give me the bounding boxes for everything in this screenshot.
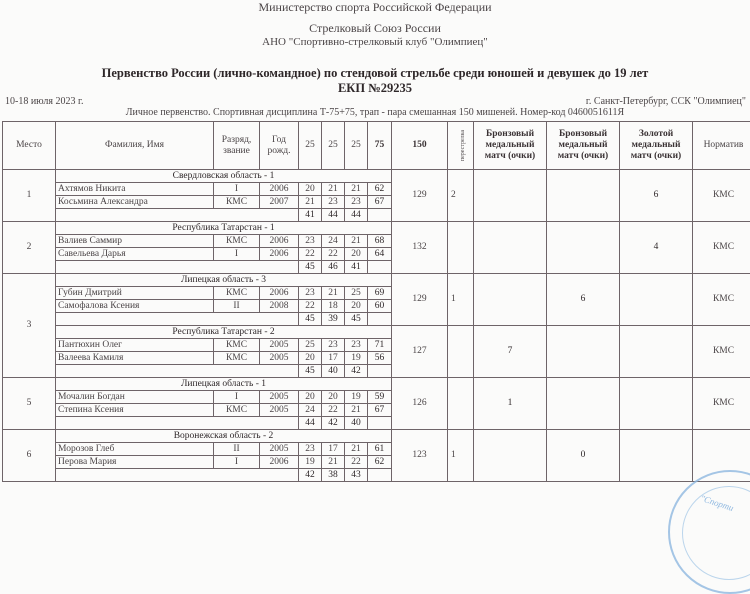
series-3: 21 [345, 443, 368, 456]
stamp-text: "Спорти [699, 493, 735, 513]
sum-75: 67 [368, 404, 392, 417]
team-name: Липецкая область - 3 [56, 274, 392, 287]
col-bronze-1: Бронзовый медальный матч (очки) [474, 122, 547, 170]
bronze-1-cell [474, 274, 547, 326]
athlete-year: 2006 [260, 235, 299, 248]
team-series-2: 39 [322, 313, 345, 326]
athlete-rank: КМС [214, 404, 260, 417]
sum-75: 59 [368, 391, 392, 404]
athlete-year: 2006 [260, 183, 299, 196]
team-name: Республика Татарстан - 2 [56, 326, 392, 339]
col-series-3: 25 [345, 122, 368, 170]
team-row [3, 222, 750, 235]
sum-empty [368, 261, 392, 274]
team-series-2: 42 [322, 417, 345, 430]
bronze-2-cell [547, 378, 620, 430]
team-series-1: 45 [299, 365, 322, 378]
athlete-rank: КМС [214, 287, 260, 300]
team-name: Воронежская область - 2 [56, 430, 392, 443]
total-150: 126 [392, 378, 448, 430]
team-series-3: 45 [345, 313, 368, 326]
gold-cell [620, 274, 693, 326]
sum-spacer [56, 209, 299, 222]
gold-cell [620, 430, 693, 482]
col-norm: Норматив [693, 122, 750, 170]
series-1: 23 [299, 443, 322, 456]
athlete-rank: II [214, 300, 260, 313]
team-series-3: 42 [345, 365, 368, 378]
athlete-name: Морозов Глеб [56, 443, 214, 456]
team-name: Липецкая область - 1 [56, 378, 392, 391]
place-cell: 1 [3, 170, 56, 222]
shootoff-cell [448, 222, 474, 274]
bronze-1-cell [474, 222, 547, 274]
athlete-year: 2005 [260, 352, 299, 365]
sum-empty [368, 417, 392, 430]
athlete-rank: I [214, 456, 260, 469]
place-cell: 6 [3, 430, 56, 482]
sum-75: 56 [368, 352, 392, 365]
col-series-1: 25 [299, 122, 322, 170]
sum-spacer [56, 261, 299, 274]
total-150: 123 [392, 430, 448, 482]
series-3: 25 [345, 287, 368, 300]
total-150: 129 [392, 170, 448, 222]
series-2: 22 [322, 248, 345, 261]
athlete-rank: КМС [214, 196, 260, 209]
team-series-1: 44 [299, 417, 322, 430]
place-cell: 3 [3, 274, 56, 378]
series-1: 19 [299, 456, 322, 469]
sum-empty [368, 209, 392, 222]
series-3: 21 [345, 235, 368, 248]
team-row [3, 274, 750, 287]
sum-75: 62 [368, 183, 392, 196]
col-name: Фамилия, Имя [56, 122, 214, 170]
table-header-row [3, 122, 750, 170]
sum-spacer [56, 417, 299, 430]
col-series-2: 25 [322, 122, 345, 170]
series-2: 21 [322, 287, 345, 300]
athlete-year: 2008 [260, 300, 299, 313]
series-2: 18 [322, 300, 345, 313]
team-name: Свердловская область - 1 [56, 170, 392, 183]
series-3: 23 [345, 339, 368, 352]
sum-75: 60 [368, 300, 392, 313]
col-shootoff [448, 122, 474, 170]
team-row [3, 170, 750, 183]
team-series-3: 44 [345, 209, 368, 222]
team-name: Республика Татарстан - 1 [56, 222, 392, 235]
series-3: 20 [345, 300, 368, 313]
team-series-1: 41 [299, 209, 322, 222]
ministry-heading: Министерство спорта Российской Федерации [0, 0, 750, 15]
athlete-year: 2005 [260, 391, 299, 404]
total-150: 129 [392, 274, 448, 326]
col-sum-75: 75 [368, 122, 392, 170]
athlete-name: Савельева Дарья [56, 248, 214, 261]
place-cell: 5 [3, 378, 56, 430]
discipline-description: Личное первенство. Спортивная дисциплина Т-75+75, трап - пара смешанная 150 мишеней. Номер-код 0460051611Я [0, 107, 750, 118]
bronze-1-cell: 1 [474, 378, 547, 430]
series-2: 17 [322, 352, 345, 365]
athlete-name: Мочалин Богдан [56, 391, 214, 404]
bronze-1-cell [474, 170, 547, 222]
norm-cell: КМС [693, 378, 750, 430]
total-150: 127 [392, 326, 448, 378]
athlete-name: Ахтямов Никита [56, 183, 214, 196]
shootoff-cell: 1 [448, 430, 474, 482]
series-3: 21 [345, 404, 368, 417]
results-table [2, 121, 750, 482]
bronze-2-cell [547, 170, 620, 222]
series-3: 19 [345, 391, 368, 404]
athlete-name: Валиев Саммир [56, 235, 214, 248]
gold-cell: 6 [620, 170, 693, 222]
sum-spacer [56, 313, 299, 326]
team-series-2: 38 [322, 469, 345, 482]
athlete-rank: КМС [214, 235, 260, 248]
series-2: 22 [322, 404, 345, 417]
series-1: 22 [299, 248, 322, 261]
team-series-3: 43 [345, 469, 368, 482]
sum-75: 67 [368, 196, 392, 209]
col-place: Место [3, 122, 56, 170]
series-3: 20 [345, 248, 368, 261]
sum-75: 61 [368, 443, 392, 456]
sum-75: 71 [368, 339, 392, 352]
series-1: 21 [299, 196, 322, 209]
athlete-year: 2005 [260, 443, 299, 456]
sum-75: 69 [368, 287, 392, 300]
bronze-1-cell [474, 430, 547, 482]
athlete-name: Самофалова Ксения [56, 300, 214, 313]
series-1: 23 [299, 287, 322, 300]
athlete-name: Валеева Камиля [56, 352, 214, 365]
athlete-name: Степина Ксения [56, 404, 214, 417]
col-year: Год рожд. [260, 122, 299, 170]
event-location: г. Санкт-Петербург, ССК "Олимпиец" [586, 96, 746, 107]
athlete-rank: I [214, 248, 260, 261]
athlete-rank: I [214, 183, 260, 196]
team-row [3, 326, 750, 339]
sum-75: 62 [368, 456, 392, 469]
series-2: 24 [322, 235, 345, 248]
col-shootoff-label: перестрелка [458, 130, 469, 161]
athlete-year: 2005 [260, 339, 299, 352]
series-2: 21 [322, 456, 345, 469]
athlete-year: 2006 [260, 456, 299, 469]
bronze-2-cell: 0 [547, 430, 620, 482]
sum-empty [368, 365, 392, 378]
athlete-year: 2005 [260, 404, 299, 417]
place-cell: 2 [3, 222, 56, 274]
norm-cell: КМС [693, 170, 750, 222]
team-row [3, 430, 750, 443]
bronze-2-cell: 6 [547, 274, 620, 326]
series-2: 23 [322, 339, 345, 352]
gold-cell [620, 326, 693, 378]
team-series-2: 40 [322, 365, 345, 378]
norm-cell: КМС [693, 326, 750, 378]
athlete-name: Перова Мария [56, 456, 214, 469]
team-series-2: 44 [322, 209, 345, 222]
athlete-year: 2006 [260, 248, 299, 261]
col-rank: Разряд, звание [214, 122, 260, 170]
document-title: Первенство России (лично-командное) по стендовой стрельбе среди юношей и девушек до 19 лет [0, 66, 750, 81]
series-3: 22 [345, 456, 368, 469]
series-3: 19 [345, 352, 368, 365]
bronze-1-cell: 7 [474, 326, 547, 378]
series-2: 17 [322, 443, 345, 456]
col-sum-150: 150 [392, 122, 448, 170]
sum-75: 68 [368, 235, 392, 248]
bronze-2-cell [547, 222, 620, 274]
athlete-name: Пантюхин Олег [56, 339, 214, 352]
union-heading: Стрелковый Союз России [0, 21, 750, 36]
series-1: 24 [299, 404, 322, 417]
series-1: 23 [299, 235, 322, 248]
team-series-3: 41 [345, 261, 368, 274]
athlete-rank: I [214, 391, 260, 404]
athlete-year: 2007 [260, 196, 299, 209]
team-row [3, 378, 750, 391]
norm-cell: КМС [693, 222, 750, 274]
shootoff-cell [448, 326, 474, 378]
series-3: 23 [345, 196, 368, 209]
sum-empty [368, 469, 392, 482]
event-dates: 10-18 июля 2023 г. [5, 96, 83, 107]
ekp-number: ЕКП №29235 [0, 81, 750, 96]
shootoff-cell [448, 378, 474, 430]
series-2: 23 [322, 196, 345, 209]
athlete-rank: II [214, 443, 260, 456]
series-1: 22 [299, 300, 322, 313]
athlete-name: Косьмина Александра [56, 196, 214, 209]
sum-empty [368, 313, 392, 326]
total-150: 132 [392, 222, 448, 274]
shootoff-cell: 1 [448, 274, 474, 326]
sum-spacer [56, 469, 299, 482]
shootoff-cell: 2 [448, 170, 474, 222]
series-1: 20 [299, 352, 322, 365]
series-2: 20 [322, 391, 345, 404]
athlete-rank: КМС [214, 352, 260, 365]
col-gold: Золотой медальный матч (очки) [620, 122, 693, 170]
club-heading: АНО "Спортивно-стрелковый клуб "Олимпиец" [0, 36, 750, 48]
athlete-year: 2006 [260, 287, 299, 300]
team-series-1: 45 [299, 261, 322, 274]
col-bronze-2: Бронзовый медальный матч (очки) [547, 122, 620, 170]
sum-75: 64 [368, 248, 392, 261]
gold-cell [620, 378, 693, 430]
athlete-name: Губин Дмитрий [56, 287, 214, 300]
series-1: 20 [299, 183, 322, 196]
team-series-3: 40 [345, 417, 368, 430]
athlete-rank: КМС [214, 339, 260, 352]
team-series-1: 45 [299, 313, 322, 326]
series-1: 25 [299, 339, 322, 352]
norm-cell: КМС [693, 274, 750, 326]
sum-spacer [56, 365, 299, 378]
series-3: 21 [345, 183, 368, 196]
series-2: 21 [322, 183, 345, 196]
series-1: 20 [299, 391, 322, 404]
bronze-2-cell [547, 326, 620, 378]
team-series-2: 46 [322, 261, 345, 274]
team-series-1: 42 [299, 469, 322, 482]
gold-cell: 4 [620, 222, 693, 274]
